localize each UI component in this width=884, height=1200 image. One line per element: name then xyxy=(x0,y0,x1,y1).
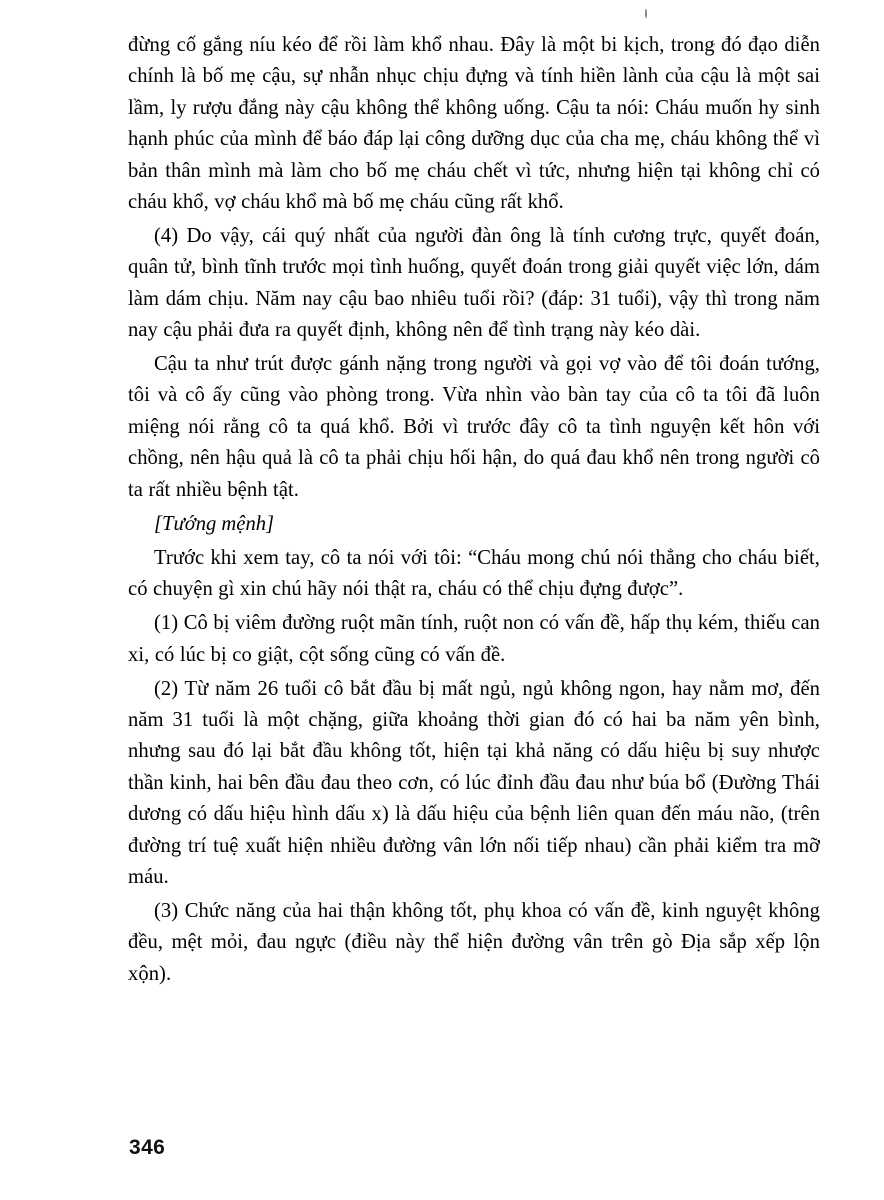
body-text-column xyxy=(128,30,820,990)
paragraph-item-4: (4) Do vậy, cái quý nhất của người đàn ông là tính cương trực, quyết đoán, quân tử, bình tĩnh trước mọi tình huống, quyết đoán trong giải quyết việc lớn, dám làm dám chịu. Năm nay cậu bao nhiêu tuổi rồi? (đáp: 31 tuổi), vậy thì trong năm nay cậu phải đưa ra quyết định, không nên để tình trạng này kéo dài. xyxy=(128,224,820,342)
section-heading-tuong-menh: [Tướng mệnh] xyxy=(154,513,275,536)
paragraph-narrative: Cậu ta như trút được gánh nặng trong người và gọi vợ vào để tôi đoán tướng, tôi và cô ấy cũng vào phòng trong. Vừa nhìn vào bàn tay của cô ta tôi đã luôn miệng nói rằng cô ta quá khổ. Bởi vì trước đây cô ta tình nguyện kết hôn với chồng, nên hậu quả là cô ta phải chịu hối hận, do quá đau khổ nên trong người cô ta rất nhiều bệnh tật. xyxy=(128,353,820,501)
page-number: 346 xyxy=(129,1136,166,1159)
paragraph-item-3: (3) Chức năng của hai thận không tốt, phụ khoa có vấn đề, kinh nguyệt không đều, mệt mỏi, đau ngực (điều này thể hiện đường vân trên gò Địa sắp xếp lộn xộn). xyxy=(128,899,820,985)
paragraph-continuation: đừng cố gắng níu kéo để rồi làm khổ nhau. Đây là một bi kịch, trong đó đạo diễn chính là bố mẹ cậu, sự nhẫn nhục chịu đựng và tính hiền lành của cậu là một sai lầm, ly rượu đắng này cậu không thể không uống. Cậu ta nói: Cháu muốn hy sinh hạnh phúc của mình để báo đáp lại công dưỡng dục của cha mẹ, cháu không thể vì bản thân mình mà làm cho bố mẹ cháu chết vì tức, nhưng hiện tại không chỉ có cháu khổ, vợ cháu khổ mà bố mẹ cháu cũng rất khổ. xyxy=(128,34,820,214)
paragraph-item-2: (2) Từ năm 26 tuổi cô bắt đầu bị mất ngủ, ngủ không ngon, hay nằm mơ, đến năm 31 tuổi là một chặng, giữa khoảng thời gian đó có hai ba năm yên bình, nhưng sau đó lại bắt đầu không tốt, hiện tại khả năng có dấu hiệu bị suy nhược thần kinh, hai bên đầu đau theo cơn, có lúc đỉnh đầu đau như búa bổ (Đường Thái dương có dấu hiệu hình dấu x) là dấu hiệu của bệnh liên quan đến máu não, (trên đường trí tuệ xuất hiện nhiều đường vân lớn nối tiếp nhau) cần phải kiểm tra mỡ máu. xyxy=(128,677,820,889)
scan-artifact-speck xyxy=(645,9,647,18)
paragraph-quote: Trước khi xem tay, cô ta nói với tôi: “Cháu mong chú nói thẳng cho cháu biết, có chuyện gì xin chú hãy nói thật ra, cháu có thể chịu đựng được”. xyxy=(128,547,820,601)
paragraph-item-1: (1) Cô bị viêm đường ruột mãn tính, ruột non có vấn đề, hấp thụ kém, thiếu can xi, có lúc bị co giật, cột sống cũng có vấn đề. xyxy=(128,612,820,666)
